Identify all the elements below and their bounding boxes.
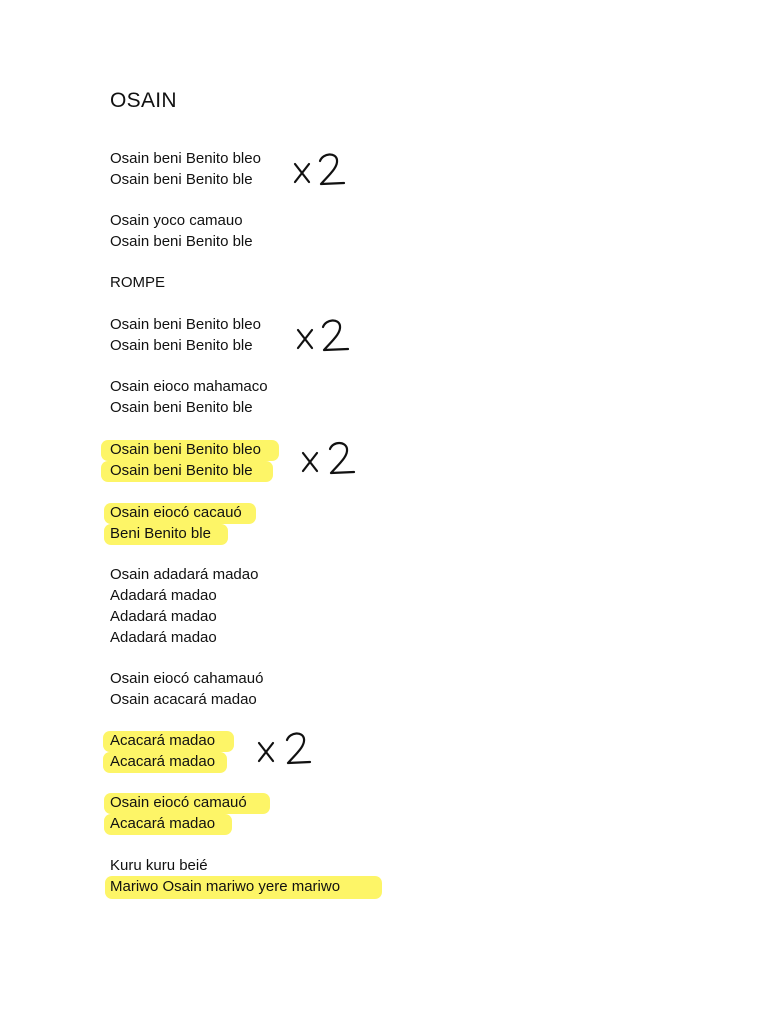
lyric-line-highlighted: Osain eiocó camauó <box>110 794 247 811</box>
lyric-line: Osain eiocó cahamauó <box>110 670 264 687</box>
lyric-line: Osain beni Benito ble <box>110 399 253 416</box>
lyric-line-highlighted: Acacará madao <box>110 815 216 832</box>
handwritten-x2-mark <box>292 152 352 188</box>
handwritten-x2-mark <box>256 731 316 767</box>
lyric-line: Adadará madao <box>110 629 217 646</box>
lyric-line: Osain beni Benito ble <box>110 233 253 250</box>
lyric-line: Osain beni Benito bleo <box>110 150 261 167</box>
lyric-line: Adadará madao <box>110 587 217 604</box>
lyric-line: Osain beni Benito ble <box>110 171 253 188</box>
lyric-line: Osain beni Benito bleo <box>110 316 261 333</box>
lyric-line: Kuru kuru beié <box>110 857 208 874</box>
lyric-line-highlighted: Mariwo Osain mariwo yere mariwo <box>110 878 341 895</box>
lyric-line: Osain acacará madao <box>110 691 257 708</box>
page-title: OSAIN <box>110 89 177 112</box>
lyric-line: Osain adadará madao <box>110 566 259 583</box>
lyric-line-highlighted: Acacará madao <box>110 753 216 770</box>
lyric-line: Osain eioco mahamaco <box>110 378 268 395</box>
lyric-line-highlighted: Osain beni Benito ble <box>110 462 253 479</box>
lyric-line: Osain beni Benito ble <box>110 337 253 354</box>
section-label: ROMPE <box>110 274 166 291</box>
handwritten-x2-mark <box>300 441 360 477</box>
lyric-line-highlighted: Osain beni Benito bleo <box>110 441 261 458</box>
lyric-line-highlighted: Beni Benito ble <box>110 525 211 542</box>
handwritten-x2-mark <box>295 318 355 354</box>
lyric-line: Adadará madao <box>110 608 217 625</box>
lyric-line: Osain yoco camauo <box>110 212 243 229</box>
lyric-line-highlighted: Osain eiocó cacauó <box>110 504 242 521</box>
lyric-line-highlighted: Acacará madao <box>110 732 216 749</box>
